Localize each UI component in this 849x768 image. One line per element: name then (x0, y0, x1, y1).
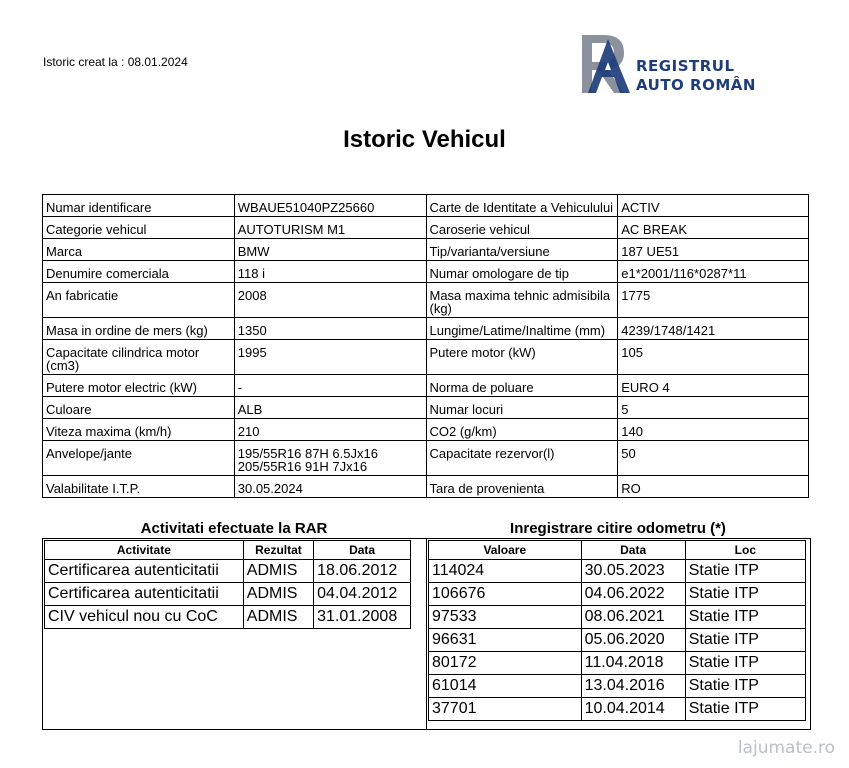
table-cell: Statie ITP (685, 629, 805, 652)
table-cell: 13.04.2016 (581, 675, 685, 698)
odometer-heading: Inregistrare citire odometru (*) (510, 520, 726, 537)
table-cell: Statie ITP (685, 652, 805, 675)
column-header: Valoare (429, 541, 582, 560)
detail-value: 5 (618, 397, 809, 419)
detail-label: Norma de poluare (426, 375, 618, 397)
detail-value: 140 (618, 419, 809, 441)
detail-value: 1775 (618, 283, 809, 318)
detail-label: An fabricatie (43, 283, 235, 318)
detail-label: Denumire comerciala (43, 261, 235, 283)
table-cell: ADMIS (243, 560, 313, 583)
table-cell: Statie ITP (685, 560, 805, 583)
table-cell: 11.04.2018 (581, 652, 685, 675)
detail-value: 118 i (234, 261, 426, 283)
detail-value: EURO 4 (618, 375, 809, 397)
detail-label: CO2 (g/km) (426, 419, 618, 441)
detail-value: 1350 (234, 318, 426, 340)
detail-value: 50 (618, 441, 809, 476)
table-cell: 18.06.2012 (314, 560, 411, 583)
detail-value: ALB (234, 397, 426, 419)
detail-row (43, 375, 809, 397)
detail-row (43, 239, 809, 261)
detail-label: Numar locuri (426, 397, 618, 419)
table-cell: Statie ITP (685, 583, 805, 606)
detail-value: RO (618, 476, 809, 498)
table-cell: 30.05.2023 (581, 560, 685, 583)
table-cell: 37701 (429, 698, 582, 721)
detail-label: Culoare (43, 397, 235, 419)
detail-value: 1995 (234, 340, 426, 375)
detail-label: Numar identificare (43, 195, 235, 217)
column-header: Data (581, 541, 685, 560)
table-cell: 05.06.2020 (581, 629, 685, 652)
detail-label: Capacitate rezervor(l) (426, 441, 618, 476)
detail-label: Caroserie vehicul (426, 217, 618, 239)
rar-activities-table (44, 540, 411, 629)
table-cell: CIV vehicul nou cu CoC (45, 606, 244, 629)
detail-label: Masa maxima tehnic admisibila (kg) (426, 283, 618, 318)
table-cell: ADMIS (243, 606, 313, 629)
table-cell: Certificarea autenticitatii (45, 583, 244, 606)
table-cell: 31.01.2008 (314, 606, 411, 629)
detail-value: 4239/1748/1421 (618, 318, 809, 340)
column-header: Activitate (45, 541, 244, 560)
table-row (429, 583, 806, 606)
table-cell: Certificarea autenticitatii (45, 560, 244, 583)
detail-row (43, 195, 809, 217)
detail-value: BMW (234, 239, 426, 261)
detail-label: Anvelope/jante (43, 441, 235, 476)
detail-value: 187 UE51 (618, 239, 809, 261)
table-cell: 61014 (429, 675, 582, 698)
table-row (45, 583, 411, 606)
vehicle-details-table (42, 194, 809, 498)
created-date: Istoric creat la : 08.01.2024 (43, 55, 188, 69)
table-row (429, 560, 806, 583)
logo-line2: AUTO ROMÂN (636, 76, 756, 94)
detail-label: Lungime/Latime/Inaltime (mm) (426, 318, 618, 340)
detail-row (43, 217, 809, 239)
odometer-table (428, 540, 806, 721)
table-cell: 04.04.2012 (314, 583, 411, 606)
table-cell: Statie ITP (685, 606, 805, 629)
table-cell: ADMIS (243, 583, 313, 606)
detail-value: 195/55R16 87H 6.5Jx16 205/55R16 91H 7Jx16 (234, 441, 426, 476)
detail-row (43, 397, 809, 419)
detail-label: Valabilitate I.T.P. (43, 476, 235, 498)
column-header: Rezultat (243, 541, 313, 560)
detail-label: Categorie vehicul (43, 217, 235, 239)
detail-label: Tara de provenienta (426, 476, 618, 498)
detail-row (43, 476, 809, 498)
table-row (429, 629, 806, 652)
detail-label: Tip/varianta/versiune (426, 239, 618, 261)
detail-value: AUTOTURISM M1 (234, 217, 426, 239)
table-cell: 08.06.2021 (581, 606, 685, 629)
detail-value: 2008 (234, 283, 426, 318)
watermark: lajumate.ro (737, 738, 835, 758)
rar-logo-icon (580, 33, 634, 95)
detail-row (43, 419, 809, 441)
page-title: Istoric Vehicul (343, 126, 506, 153)
table-cell: 114024 (429, 560, 582, 583)
table-cell: 96631 (429, 629, 582, 652)
table-row (429, 606, 806, 629)
detail-label: Capacitate cilindrica motor (cm3) (43, 340, 235, 375)
detail-label: Numar omologare de tip (426, 261, 618, 283)
table-cell: 106676 (429, 583, 582, 606)
detail-value: ACTIV (618, 195, 809, 217)
detail-value: - (234, 375, 426, 397)
detail-value: WBAUE51040PZ25660 (234, 195, 426, 217)
rar-logo (580, 33, 770, 95)
detail-label: Marca (43, 239, 235, 261)
table-row (45, 560, 411, 583)
detail-value: 30.05.2024 (234, 476, 426, 498)
detail-row (43, 261, 809, 283)
detail-value: e1*2001/116*0287*11 (618, 261, 809, 283)
detail-row (43, 318, 809, 340)
logo-line1: REGISTRUL (636, 57, 735, 75)
table-cell: 80172 (429, 652, 582, 675)
detail-label: Viteza maxima (km/h) (43, 419, 235, 441)
detail-value: 210 (234, 419, 426, 441)
table-row (45, 606, 411, 629)
table-cell: 10.04.2014 (581, 698, 685, 721)
table-cell: Statie ITP (685, 698, 805, 721)
table-cell: 97533 (429, 606, 582, 629)
detail-value: AC BREAK (618, 217, 809, 239)
detail-label: Masa in ordine de mers (kg) (43, 318, 235, 340)
detail-label: Carte de Identitate a Vehiculului (426, 195, 618, 217)
table-cell: Statie ITP (685, 675, 805, 698)
detail-row (43, 283, 809, 318)
detail-label: Putere motor (kW) (426, 340, 618, 375)
detail-row (43, 441, 809, 476)
table-row (429, 675, 806, 698)
table-row (429, 698, 806, 721)
detail-value: 105 (618, 340, 809, 375)
table-cell: 04.06.2022 (581, 583, 685, 606)
detail-row (43, 340, 809, 375)
table-row (429, 652, 806, 675)
detail-label: Putere motor electric (kW) (43, 375, 235, 397)
column-header: Loc (685, 541, 805, 560)
rar-activities-heading: Activitati efectuate la RAR (140, 520, 328, 537)
column-header: Data (314, 541, 411, 560)
